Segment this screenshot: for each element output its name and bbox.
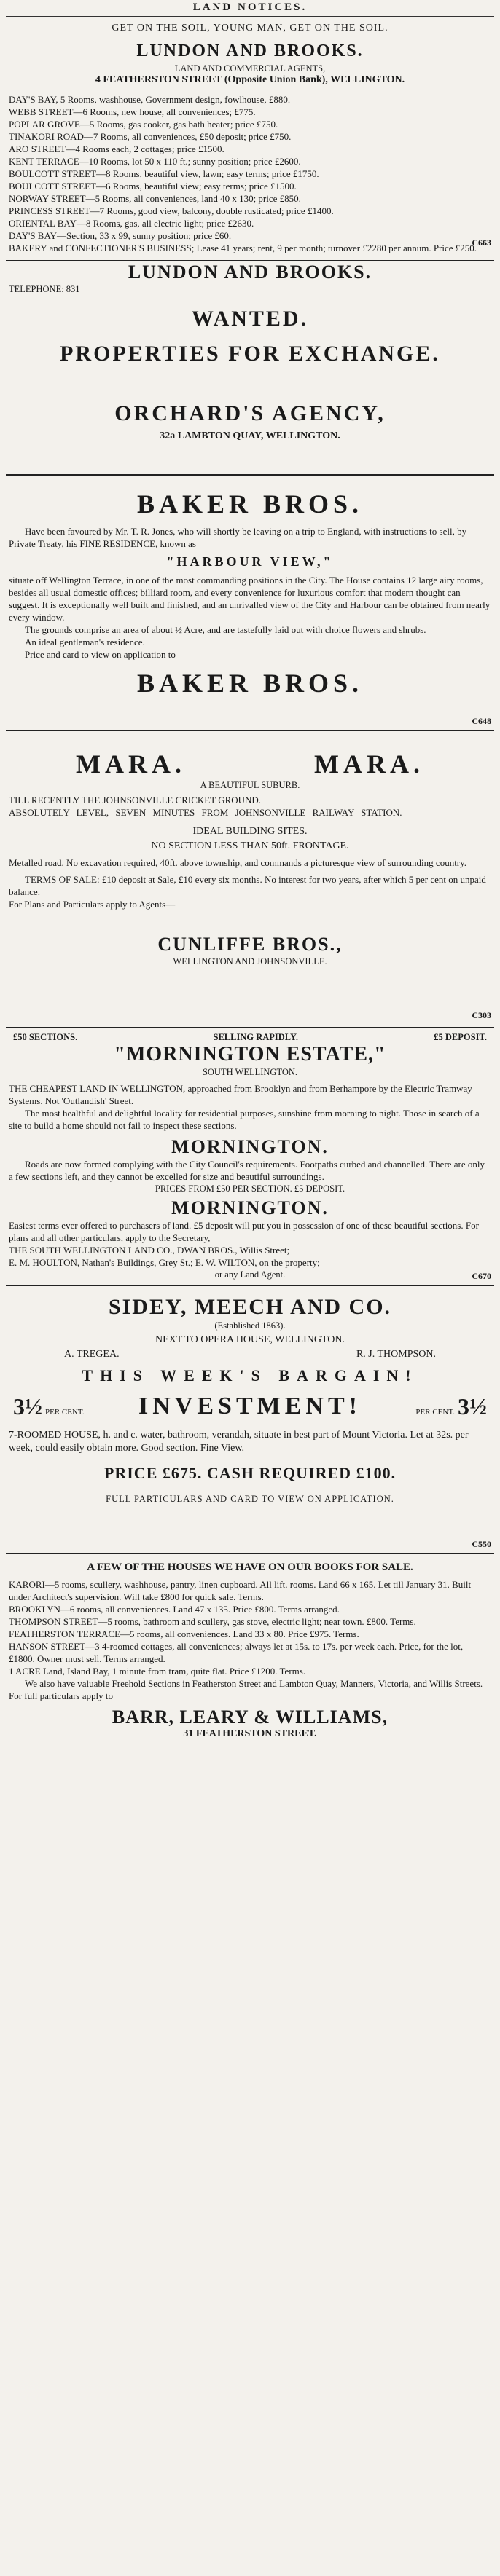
list-item: TINAKORI ROAD—7 Rooms, all conveniences, £50 deposit; price £750.	[9, 131, 292, 142]
wanted-heading: WANTED.	[191, 307, 309, 331]
mara-places: WELLINGTON AND JOHNSONVILLE.	[173, 956, 327, 966]
sidey-full: FULL PARTICULARS AND CARD TO VIEW ON APPLICATION.	[106, 1494, 394, 1504]
harbour-view: "HARBOUR VIEW,"	[166, 554, 334, 569]
list-item: BROOKLYN—6 rooms, all conveniences. Land 47 x 135. Price £800. Terms arranged.	[9, 1604, 340, 1615]
orchard-agency: ORCHARD'S AGENCY,	[114, 401, 386, 425]
sidey-names	[64, 1349, 436, 1360]
list-item: ORIENTAL BAY—8 Rooms, gas, all electric light; price £2630.	[9, 218, 254, 229]
mara-code: C303	[472, 1010, 491, 1020]
mara-para3: For Plans and Particulars apply to Agents—	[9, 899, 176, 910]
mara-frontage: NO SECTION LESS THAN 50ft. FRONTAGE.	[151, 840, 349, 851]
lundon-subtitle: LAND AND COMMERCIAL AGENTS,	[174, 63, 326, 74]
mornington-para1: THE CHEAPEST LAND IN WELLINGTON, approached from Brooklyn and from Berhampore by the Electric Tramway Systems. Not 'Outlandish' Street.	[9, 1083, 472, 1106]
mara-para1: Metalled road. No excavation required, 40ft. above township, and commands a picturesque view of surrounding country.	[9, 857, 467, 868]
mornington-head3: MORNINGTON.	[171, 1197, 329, 1218]
mara-sites: IDEAL BUILDING SITES.	[192, 826, 308, 837]
mara-left: MARA.	[76, 749, 186, 779]
barr-head: A FEW OF THE HOUSES WE HAVE ON OUR BOOKS FOR SALE.	[87, 1561, 413, 1573]
mara-line2: ABSOLUTELY LEVEL, SEVEN MINUTES FROM JOHNSONVILLE RAILWAY STATION.	[9, 807, 402, 818]
mornington-head2: MORNINGTON.	[171, 1136, 329, 1157]
mara-right: MARA.	[314, 749, 424, 779]
barr-title: BARR, LEARY & WILLIAMS,	[112, 1706, 388, 1728]
baker-advert	[6, 489, 494, 731]
list-item: BOULCOTT STREET—6 Rooms, beautiful view; easy terms; price £1500.	[9, 181, 297, 192]
mornington-agent-tail: or any Land Agent.	[214, 1269, 286, 1280]
baker-para2: situate off Wellington Terrace, in one of the most commanding positions in the City. The House contains 12 large airy rooms, besides all usual domestic offices; billiard room, and every convenience for luxurious comfort that modern thought can suggest. It is exceptionally well built and finished, and an unrivalled view of the City and Harbour can be obtained from nearly every window.	[9, 575, 491, 623]
list-item: KENT TERRACE—10 Rooms, lot 50 x 110 ft.; sunny position; price £2600.	[9, 156, 301, 167]
lundon-listings	[6, 93, 494, 254]
lundon-footer: LUNDON AND BROOKS.	[128, 261, 372, 283]
list-item: WEBB STREET—6 Rooms, new house, all conveniences; £775.	[9, 106, 256, 117]
mornington-para3: Roads are now formed complying with the City Council's requirements. Footpaths curbed and channelled. There are only a few sections left, and they cannot be excelled for size and beautiful surroundings.	[9, 1159, 485, 1182]
newspaper-page	[6, 0, 494, 1781]
sidey-pct-right-label: PER CENT.	[415, 1407, 455, 1417]
mornington-top-right: £5 DEPOSIT.	[434, 1032, 487, 1042]
sidey-est: (Established 1863).	[214, 1320, 286, 1331]
list-item: 1 ACRE Land, Island Bay, 1 minute from tram, quite flat. Price £1200. Terms.	[9, 1666, 306, 1677]
mornington-prices: PRICES FROM £50 PER SECTION. £5 DEPOSIT.	[155, 1183, 345, 1194]
baker-para1: Have been favoured by Mr. T. R. Jones, who will shortly be leaving on a trip to England, with instructions to sell, by Private Treaty, his FINE RESIDENCE, known as	[9, 526, 467, 549]
properties-heading: PROPERTIES FOR EXCHANGE.	[60, 342, 440, 366]
list-item: BAKERY and CONFECTIONER'S BUSINESS; Lease 41 years; rent, 9 per month; turnover £2280 per annum. Price £250.	[9, 243, 477, 253]
baker-code: C648	[472, 716, 491, 726]
lundon-telephone: TELEPHONE: 831	[9, 284, 80, 294]
mornington-para4: Easiest terms ever offered to purchasers of land. £5 deposit will put you in possession of one of these beautiful sections. For plans and all other particulars, apply to the Secretary,	[9, 1220, 479, 1243]
sidey-bargain: THIS WEEK'S BARGAIN!	[82, 1366, 418, 1384]
sidey-title: SIDEY, MEECH AND CO.	[108, 1295, 392, 1319]
lundon-intro: GET ON THE SOIL, YOUNG MAN, GET ON THE SOIL.	[112, 23, 388, 34]
sidey-right-name: R. J. THOMPSON.	[356, 1349, 436, 1360]
baker-footer: BAKER BROS.	[136, 669, 364, 698]
mara-advert	[6, 749, 494, 1028]
sidey-pct-right-value: 3½	[458, 1393, 487, 1419]
list-item: THOMPSON STREET—5 rooms, bathroom and scullery, gas stove, electric light; near town. £800. Terms.	[9, 1616, 416, 1627]
sidey-left-name: A. TREGEA.	[64, 1349, 120, 1360]
sidey-pct-left	[13, 1393, 85, 1420]
mornington-topline	[13, 1031, 487, 1043]
sidey-pct-right	[415, 1393, 487, 1420]
orchard-address: 32a LAMBTON QUAY, WELLINGTON.	[160, 430, 340, 441]
baker-title: BAKER BROS.	[136, 489, 364, 519]
sidey-para: 7-ROOMED HOUSE, h. and c. water, bathroom, verandah, situate in best part of Mount Victoria. Let at 32s. per week, could easily obtain more. Good section. Fine View.	[9, 1430, 469, 1454]
list-item: ARO STREET—4 Rooms each, 2 cottages; price £1500.	[9, 143, 224, 154]
sidey-code: C550	[472, 1539, 491, 1549]
mara-para2: TERMS OF SALE: £10 deposit at Sale, £10 every six months. No interest for two years, after which 5 per cent on unpaid balance.	[9, 874, 486, 897]
mornington-para2: The most healthful and delightful locality for residential purposes, sunshine from morning to night. Those in search of a site to build a home should not fail to inspect these sections.	[9, 1108, 480, 1131]
sidey-investment-row	[13, 1393, 487, 1420]
barr-para2: For full particulars apply to	[9, 1690, 113, 1701]
sidey-pct-left-label: PER CENT.	[45, 1407, 85, 1417]
mornington-company: THE SOUTH WELLINGTON LAND CO., DWAN BROS., Willis Street;	[9, 1245, 290, 1256]
list-item: POPLAR GROVE—5 Rooms, gas cooker, gas bath heater; price £750.	[9, 119, 278, 130]
mornington-code: C670	[472, 1271, 491, 1281]
list-item: DAY'S BAY—Section, 33 x 99, sunny position; price £60.	[9, 230, 232, 241]
barr-address: 31 FEATHERSTON STREET.	[183, 1728, 317, 1739]
list-item: NORWAY STREET—5 Rooms, all conveniences, land 40 x 130; price £850.	[9, 193, 301, 204]
barr-para1: We also have valuable Freehold Sections in Featherston Street and Lambton Quay, Manners, Victoria, and Willis Streets.	[25, 1678, 483, 1689]
sidey-investment: INVESTMENT!	[138, 1393, 362, 1419]
list-item: BOULCOTT STREET—8 Rooms, beautiful view, lawn; easy terms; price £1750.	[9, 168, 319, 179]
lundon-title: LUNDON AND BROOKS.	[136, 42, 364, 60]
mornington-title: "MORNINGTON ESTATE,"	[114, 1043, 386, 1066]
mornington-advert	[6, 1031, 494, 1286]
list-item: KARORI—5 rooms, scullery, washhouse, pantry, linen cupboard. All lift. rooms. Land 66 x 165. Let till January 31. Built under Architect's supervision. Will take £800 for quick sale. Terms.	[9, 1579, 472, 1602]
mornington-agents: E. M. HOULTON, Nathan's Buildings, Grey St.; E. W. WILTON, on the property;	[9, 1257, 320, 1268]
list-item: FEATHERSTON TERRACE—5 rooms, all conveniences. Land 33 x 80. Price £975. Terms.	[9, 1628, 359, 1639]
list-item: DAY'S BAY, 5 Rooms, washhouse, Government design, fowlhouse, £880.	[9, 94, 291, 105]
barr-advert	[6, 1561, 494, 1781]
mara-agents: CUNLIFFE BROS.,	[157, 934, 343, 955]
mornington-top-mid: SELLING RAPIDLY.	[213, 1032, 298, 1042]
mornington-sub: SOUTH WELLINGTON.	[202, 1067, 298, 1077]
barr-listings	[6, 1578, 494, 1677]
sidey-advert	[6, 1295, 494, 1554]
baker-para5: Price and card to view on application to	[25, 649, 176, 660]
sidey-price: PRICE £675. CASH REQUIRED £100.	[103, 1464, 397, 1482]
baker-para4: An ideal gentleman's residence.	[25, 637, 145, 647]
orchard-advert	[6, 261, 494, 476]
lundon-code: C663	[472, 237, 491, 248]
sidey-next: NEXT TO OPERA HOUSE, WELLINGTON.	[155, 1334, 345, 1345]
lundon-address: 4 FEATHERSTON STREET (Opposite Union Bank), WELLINGTON.	[95, 74, 405, 85]
mornington-top-left: £50 SECTIONS.	[13, 1032, 78, 1042]
list-item: HANSON STREET—3 4-roomed cottages, all conveniences; always let at 15s. to 17s. per week each. Price, for the lot, £1800. Owner must sell. Terms arranged.	[9, 1641, 464, 1664]
mara-line1: TILL RECENTLY THE JOHNSONVILLE CRICKET GROUND.	[9, 795, 262, 806]
baker-para3: The grounds comprise an area of about ½ Acre, and are tastefully laid out with choice flowers and shrubs.	[25, 624, 426, 635]
lundon-advert	[6, 17, 494, 294]
list-item: PRINCESS STREET—7 Rooms, good view, balcony, double rusticated; price £1400.	[9, 205, 334, 216]
sidey-pct-left-value: 3½	[13, 1393, 42, 1419]
mara-suburb: A BEAUTIFUL SUBURB.	[200, 780, 300, 790]
page-header: LAND NOTICES.	[6, 0, 494, 17]
mara-heading	[76, 749, 424, 779]
